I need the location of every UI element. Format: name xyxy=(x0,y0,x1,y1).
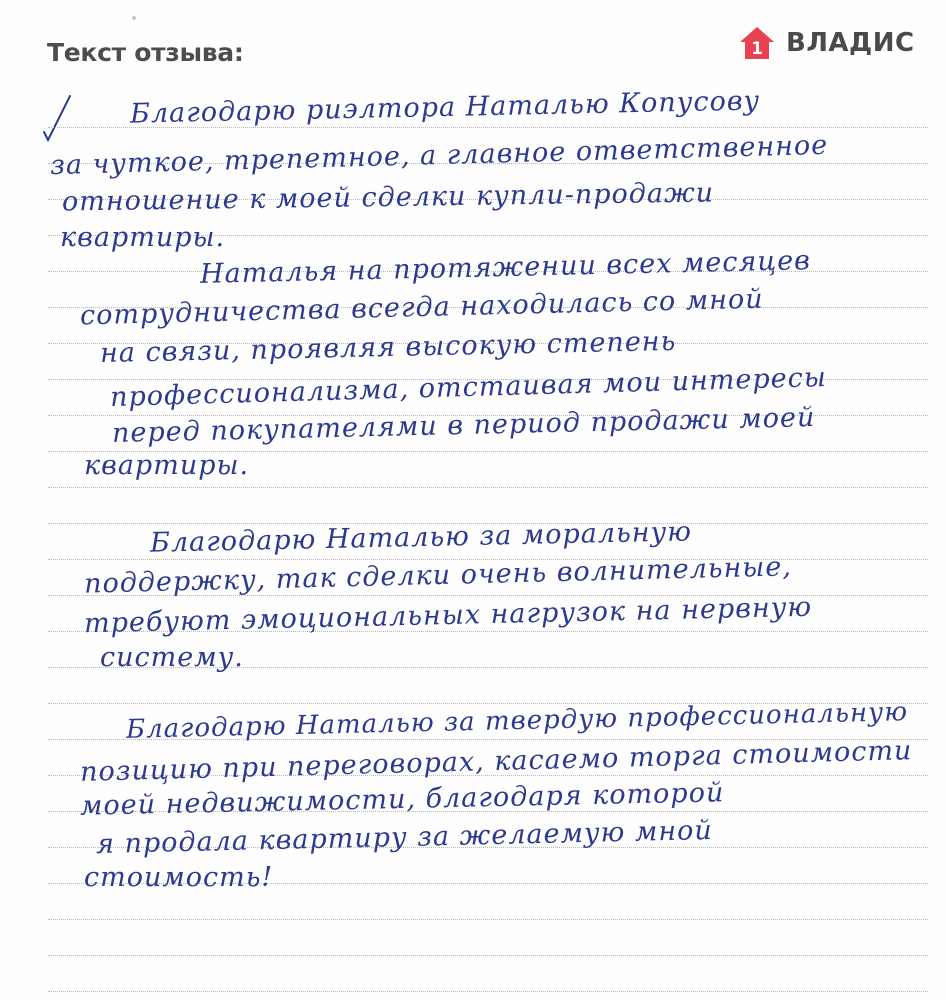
rule-line xyxy=(48,991,928,992)
review-line: профессионализма, отстаивая мои интересы xyxy=(109,361,828,414)
review-line: на связи, проявляя высокую степень xyxy=(99,325,677,370)
review-line: квартиры. xyxy=(60,222,226,253)
review-line: Благодарю Наталью за твердую профессиональную xyxy=(125,697,909,745)
review-line: Благодарю риэлтора Наталью Копусову xyxy=(129,85,761,130)
rule-line xyxy=(48,955,928,956)
review-line: за чуткое, трепетное, а главное ответственное xyxy=(49,129,829,182)
rule-line xyxy=(48,919,928,920)
review-line: квартиры. xyxy=(84,450,250,481)
review-line: Благодарю Наталью за моральную xyxy=(149,516,693,559)
logo-badge-number: 1 xyxy=(751,39,763,59)
rule-line xyxy=(48,487,928,488)
review-line: Наталья на протяжении всех месяцев xyxy=(199,245,812,290)
review-line: требуют эмоциональных нагрузок на нервную xyxy=(83,591,813,640)
review-line: перед покупателями в период продажи моей xyxy=(111,402,816,449)
review-line: поддержку, так сделки очень волнительные, xyxy=(83,551,793,600)
review-line: позицию при переговорах, касаемо торга стоимости xyxy=(79,735,913,788)
review-line: я продала квартиру за желаемую мной xyxy=(95,815,714,860)
logo-wordmark: ВЛАДИС xyxy=(786,28,915,58)
review-line: систему. xyxy=(100,642,244,673)
review-line: моей недвижимости, благодаря которой xyxy=(79,777,725,822)
review-line: сотрудничества всегда находилась со мной xyxy=(79,283,764,332)
review-heading: Текст отзыва: xyxy=(47,38,244,67)
review-line: отношение к моей сделки купли-продажи xyxy=(61,177,715,218)
review-line: стоимость! xyxy=(84,862,274,893)
